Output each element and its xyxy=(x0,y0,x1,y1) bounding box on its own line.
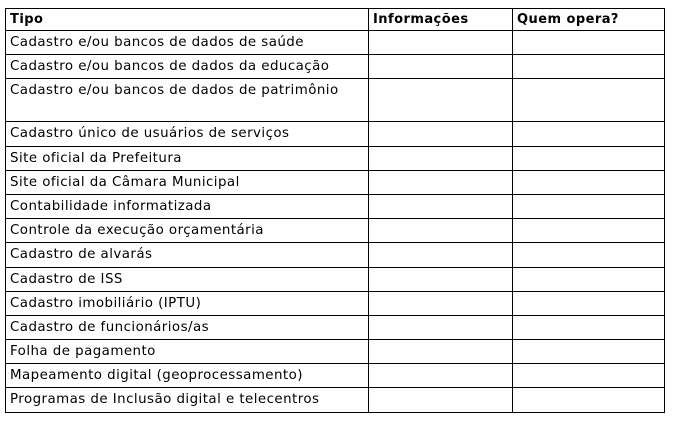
cell-quem-opera xyxy=(513,388,665,412)
cell-tipo: Mapeamento digital (geoprocessamento) xyxy=(6,364,369,388)
cell-tipo: Site oficial da Câmara Municipal xyxy=(6,170,369,194)
header-row xyxy=(6,9,665,31)
cell-quem-opera xyxy=(513,243,665,267)
table-body xyxy=(6,31,665,413)
cell-tipo: Cadastro e/ou bancos de dados de saúde xyxy=(6,31,369,55)
cell-quem-opera xyxy=(513,146,665,170)
table-row xyxy=(6,194,665,218)
cell-tipo: Site oficial da Prefeitura xyxy=(6,146,369,170)
cell-quem-opera xyxy=(513,79,665,122)
table-row xyxy=(6,267,665,291)
table-row xyxy=(6,340,665,364)
cell-tipo: Cadastro de funcionários/as xyxy=(6,315,369,339)
cell-tipo: Cadastro imobiliário (IPTU) xyxy=(6,291,369,315)
cell-informacoes xyxy=(369,340,513,364)
cell-quem-opera xyxy=(513,340,665,364)
cell-tipo: Controle da execução orçamentária xyxy=(6,219,369,243)
table-row xyxy=(6,170,665,194)
cell-tipo: Cadastro de alvarás xyxy=(6,243,369,267)
table-row xyxy=(6,122,665,146)
cell-informacoes xyxy=(369,170,513,194)
table-row xyxy=(6,243,665,267)
cell-informacoes xyxy=(369,388,513,412)
cell-tipo: Cadastro e/ou bancos de dados de patrimônio xyxy=(6,79,369,122)
cell-informacoes xyxy=(369,219,513,243)
cell-informacoes xyxy=(369,122,513,146)
table-header xyxy=(6,9,665,31)
header-quem-opera: Quem opera? xyxy=(513,9,665,31)
cell-quem-opera xyxy=(513,194,665,218)
header-tipo: Tipo xyxy=(6,9,369,31)
cell-quem-opera xyxy=(513,55,665,79)
cell-tipo: Folha de pagamento xyxy=(6,340,369,364)
cell-informacoes xyxy=(369,243,513,267)
cell-tipo: Programas de Inclusão digital e telecentros xyxy=(6,388,369,412)
cell-informacoes xyxy=(369,194,513,218)
cell-informacoes xyxy=(369,55,513,79)
cell-informacoes xyxy=(369,291,513,315)
cell-informacoes xyxy=(369,267,513,291)
table-row xyxy=(6,146,665,170)
cell-tipo: Contabilidade informatizada xyxy=(6,194,369,218)
cell-tipo: Cadastro e/ou bancos de dados da educação xyxy=(6,55,369,79)
cell-quem-opera xyxy=(513,31,665,55)
cell-informacoes xyxy=(369,364,513,388)
header-informacoes: Informações xyxy=(369,9,513,31)
cell-quem-opera xyxy=(513,315,665,339)
cell-tipo: Cadastro de ISS xyxy=(6,267,369,291)
cell-informacoes xyxy=(369,315,513,339)
table-row xyxy=(6,364,665,388)
systems-table xyxy=(5,8,665,413)
cell-informacoes xyxy=(369,146,513,170)
cell-quem-opera xyxy=(513,364,665,388)
cell-quem-opera xyxy=(513,170,665,194)
cell-tipo: Cadastro único de usuários de serviços xyxy=(6,122,369,146)
table-row xyxy=(6,388,665,412)
cell-quem-opera xyxy=(513,219,665,243)
table-row xyxy=(6,55,665,79)
cell-quem-opera xyxy=(513,291,665,315)
table-row xyxy=(6,219,665,243)
cell-quem-opera xyxy=(513,267,665,291)
cell-informacoes xyxy=(369,79,513,122)
table-row xyxy=(6,31,665,55)
cell-quem-opera xyxy=(513,122,665,146)
cell-informacoes xyxy=(369,31,513,55)
table-row xyxy=(6,79,665,122)
table-row xyxy=(6,291,665,315)
table-row xyxy=(6,315,665,339)
